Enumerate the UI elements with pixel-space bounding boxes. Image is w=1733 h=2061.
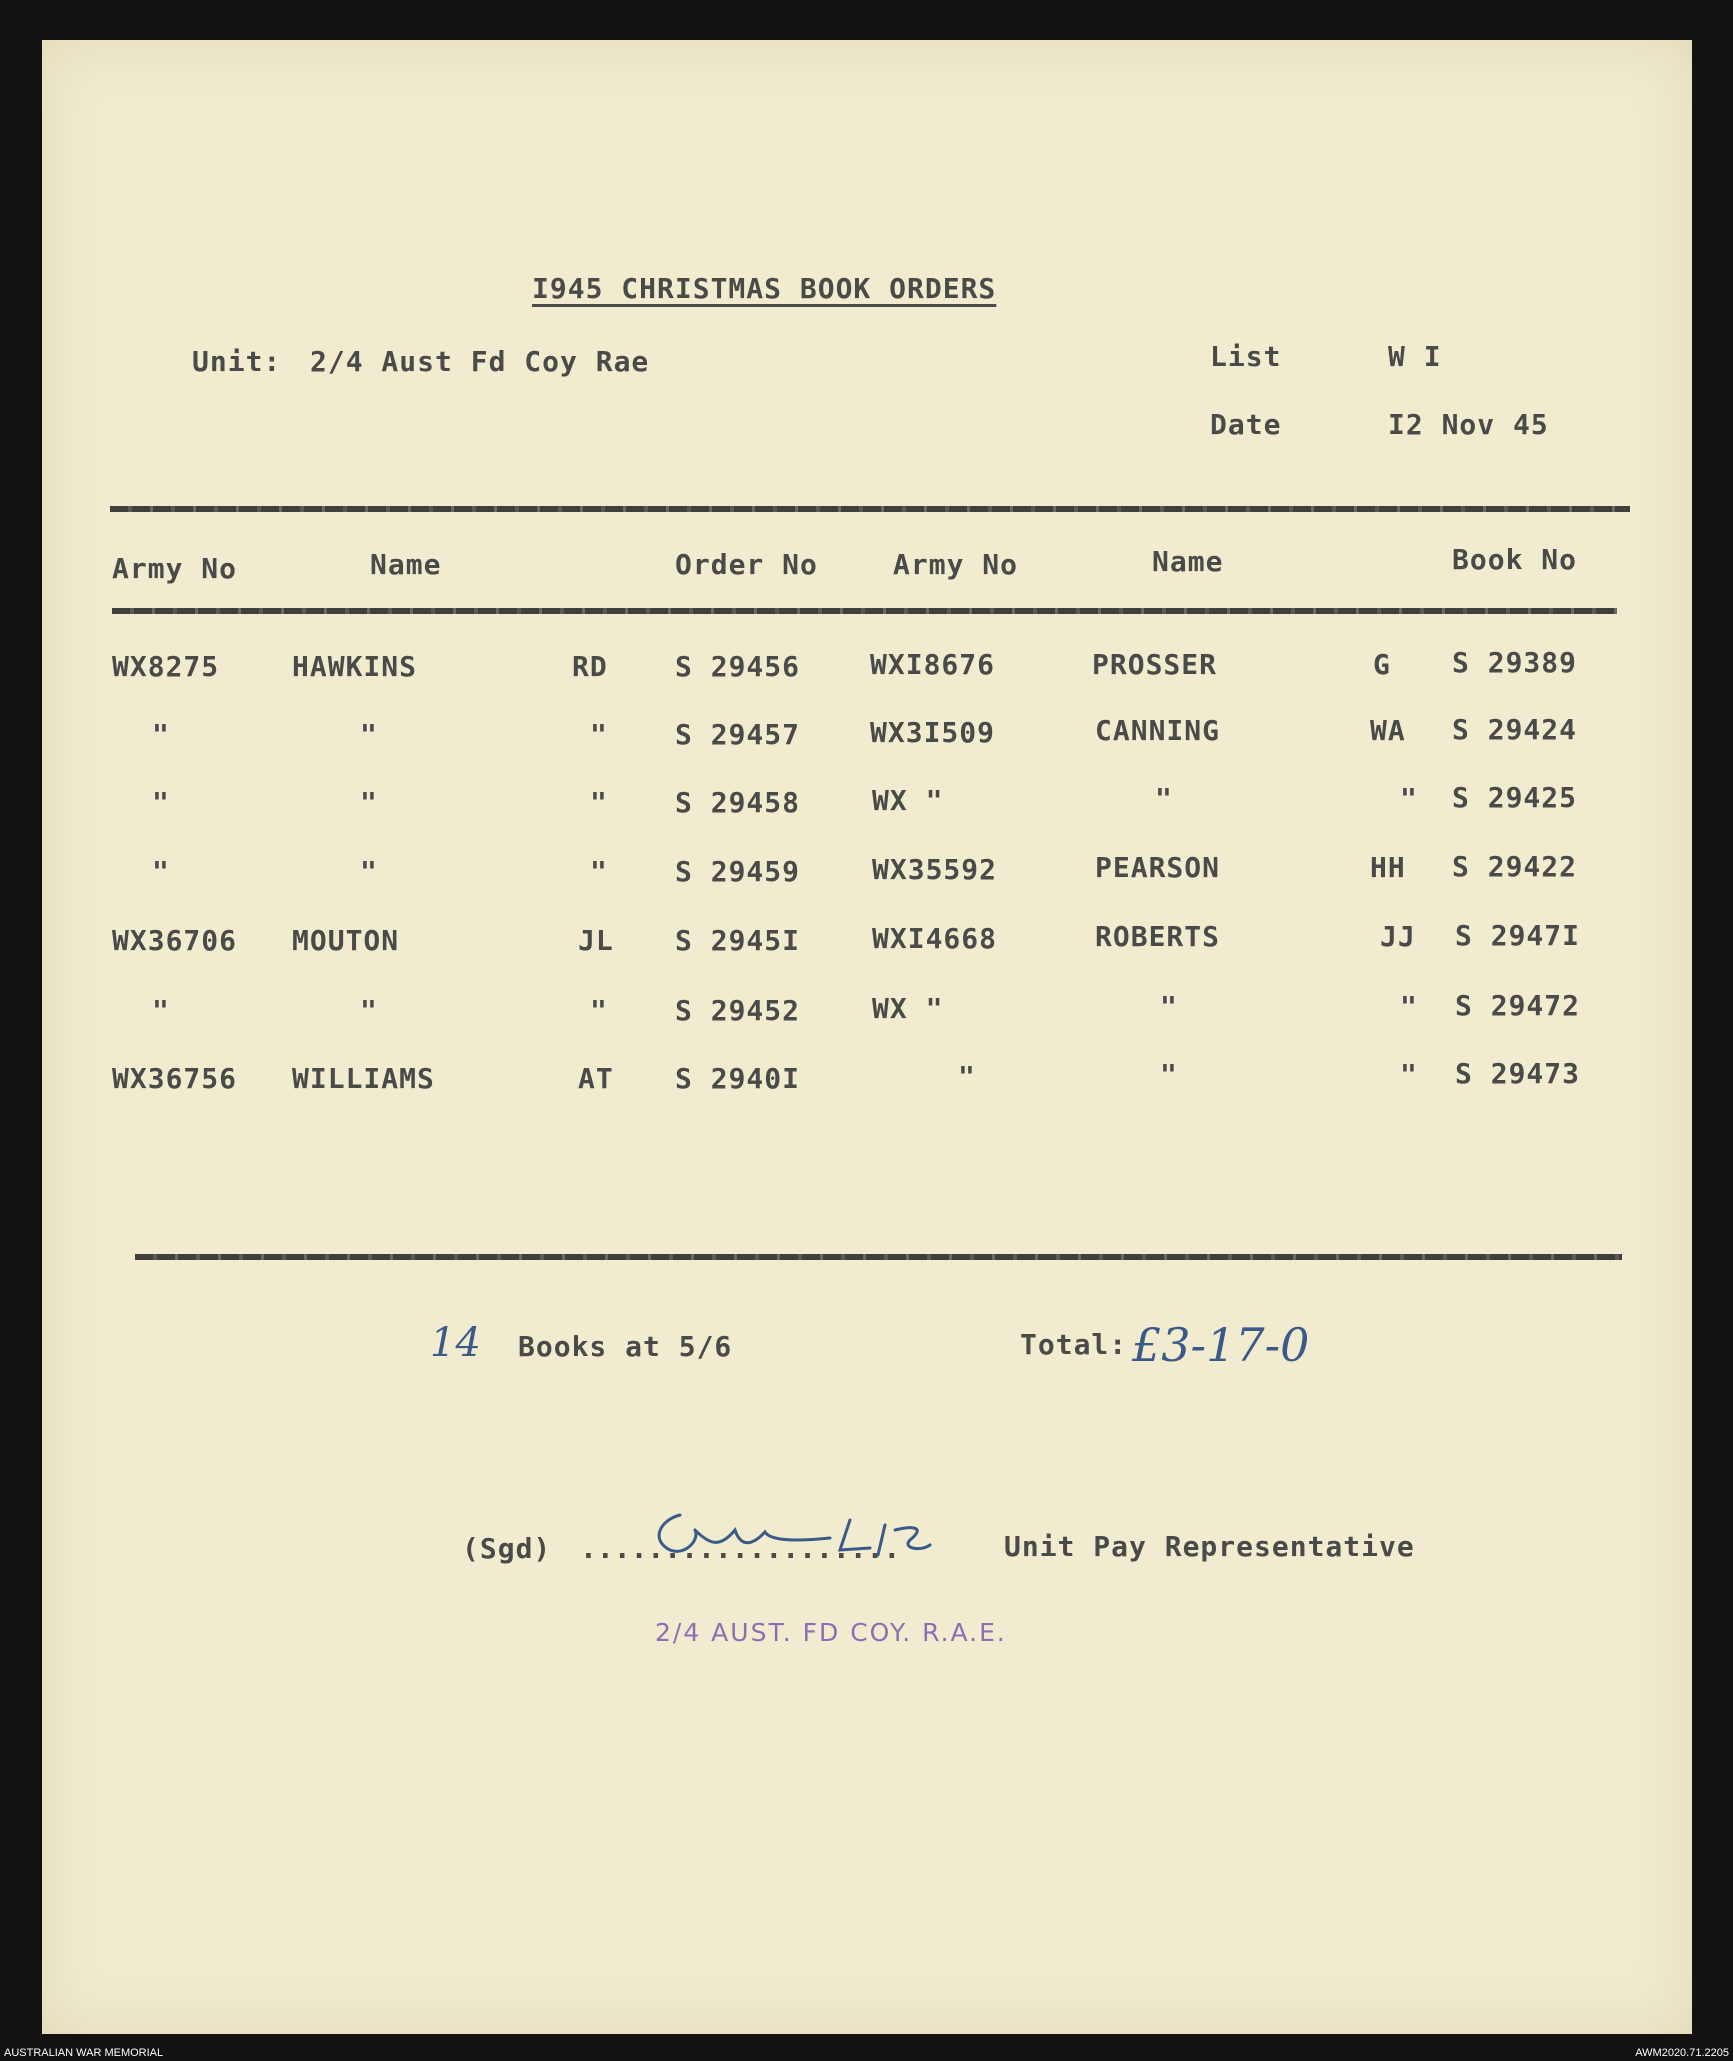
army-no-cell: " (152, 855, 170, 888)
army-no-cell: WX36756 (112, 1062, 238, 1095)
army-no-2-cell: WX " (872, 992, 944, 1025)
initials-2-cell: " (1400, 782, 1418, 815)
army-no-2-cell: WXI8676 (870, 648, 996, 681)
army-no-cell: WX8275 (112, 650, 220, 683)
initials-2-cell: " (1400, 1058, 1418, 1091)
initials-2-cell: G (1373, 648, 1391, 681)
list-label: List (1210, 340, 1282, 373)
header-army-no: Army No (112, 552, 238, 585)
document-page (42, 40, 1692, 2034)
order-no-cell: S 29459 (675, 855, 801, 888)
name-2-cell: " (1160, 990, 1178, 1023)
book-no-cell: S 29473 (1455, 1057, 1581, 1090)
book-no-cell: S 29389 (1452, 646, 1578, 679)
name-cell: HAWKINS (292, 650, 418, 683)
order-no-cell: S 2945I (675, 924, 801, 957)
handwritten-signature (640, 1500, 950, 1570)
table-header-rule (112, 608, 1617, 614)
book-no-cell: S 29424 (1452, 713, 1578, 746)
initials-cell: RD (572, 650, 608, 683)
unit-stamp: 2/4 AUST. FD COY. R.A.E. (655, 1618, 1007, 1647)
name-2-cell: CANNING (1095, 714, 1221, 747)
footer-left: AUSTRALIAN WAR MEMORIAL (4, 2047, 164, 2059)
initials-cell: " (590, 786, 608, 819)
signature-scribble (640, 1500, 950, 1570)
initials-cell: AT (578, 1062, 614, 1095)
army-no-cell: " (152, 718, 170, 751)
initials-2-cell: " (1400, 990, 1418, 1023)
name-cell: " (360, 786, 378, 819)
header-order-no: Order No (675, 548, 818, 581)
order-no-cell: S 29457 (675, 718, 801, 751)
table-top-rule (110, 506, 1630, 512)
total-label: Total: (1020, 1328, 1128, 1361)
name-cell: WILLIAMS (292, 1062, 435, 1095)
book-count-handwritten: 14 (430, 1320, 481, 1366)
signature-dots: ................... (580, 1532, 901, 1565)
name-2-cell: " (1160, 1058, 1178, 1091)
army-no-2-cell: WXI4668 (872, 922, 998, 955)
order-no-cell: S 29456 (675, 650, 801, 683)
initials-cell: " (590, 718, 608, 751)
book-no-cell: S 29425 (1452, 781, 1578, 814)
header-name: Name (370, 548, 442, 581)
list-value: W I (1388, 340, 1442, 373)
unit-label: Unit: (192, 345, 282, 378)
table-bottom-rule (135, 1254, 1622, 1260)
sgd-label: (Sgd) (462, 1532, 552, 1565)
name-cell: " (360, 994, 378, 1027)
date-value: I2 Nov 45 (1388, 408, 1549, 441)
order-no-cell: S 29452 (675, 994, 801, 1027)
initials-cell: JL (578, 924, 614, 957)
initials-2-cell: HH (1370, 851, 1406, 884)
army-no-2-cell: WX35592 (872, 853, 998, 886)
name-2-cell: PROSSER (1092, 648, 1218, 681)
name-2-cell: ROBERTS (1095, 920, 1221, 953)
book-no-cell: S 29472 (1455, 989, 1581, 1022)
name-cell: MOUTON (292, 924, 400, 957)
total-handwritten: £3-17-0 (1132, 1318, 1310, 1372)
initials-2-cell: WA (1370, 714, 1406, 747)
order-no-cell: S 2940I (675, 1062, 801, 1095)
name-cell: " (360, 718, 378, 751)
initials-cell: " (590, 855, 608, 888)
army-no-2-cell: WX " (872, 784, 944, 817)
army-no-2-cell: " (958, 1060, 976, 1093)
header-name-2: Name (1152, 545, 1224, 578)
book-no-cell: S 29422 (1452, 850, 1578, 883)
army-no-cell: " (152, 786, 170, 819)
date-label: Date (1210, 408, 1282, 441)
footer-right: AWM2020.71.2205 (1635, 2047, 1729, 2059)
book-no-cell: S 2947I (1455, 919, 1581, 952)
name-cell: " (360, 855, 378, 888)
army-no-2-cell: WX3I509 (870, 716, 996, 749)
document-title: I945 CHRISTMAS BOOK ORDERS (532, 272, 997, 305)
order-no-cell: S 29458 (675, 786, 801, 819)
initials-2-cell: JJ (1380, 920, 1416, 953)
role-text: Unit Pay Representative (1004, 1530, 1415, 1563)
header-book-no: Book No (1452, 543, 1578, 576)
name-2-cell: " (1155, 782, 1173, 815)
army-no-cell: WX36706 (112, 924, 238, 957)
army-no-cell: " (152, 994, 170, 1027)
name-2-cell: PEARSON (1095, 851, 1221, 884)
unit-value: 2/4 Aust Fd Coy Rae (310, 345, 650, 378)
initials-cell: " (590, 994, 608, 1027)
header-army-no-2: Army No (893, 548, 1019, 581)
books-at-price: Books at 5/6 (518, 1330, 733, 1363)
